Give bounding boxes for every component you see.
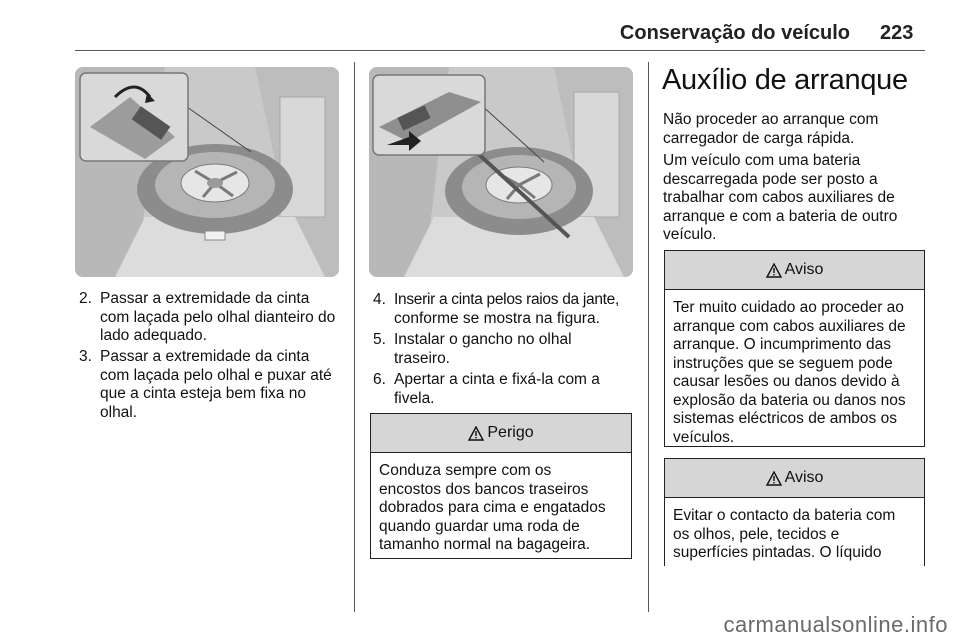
step-text-line: Inserir a cinta pelos raios da jante, [394,291,619,308]
warning-text-line: causar lesões ou danos devido à [673,373,900,390]
danger-box-title: Perigo [487,424,534,441]
paragraph-line: Um veículo com uma bateria [663,152,861,169]
paragraph-line: arranque e com a bateria de outro [663,207,898,225]
paragraph-2 [663,152,933,245]
page-number: 223 [880,22,914,44]
step-number: 3. [79,348,92,365]
spare-wheel-figure-2 [369,67,633,277]
warning-triangle-icon [766,263,782,278]
step-number: 4. [373,291,386,308]
step-text-line: lado adequado. [100,327,207,344]
warning-box-2 [664,458,925,566]
step-text-line: Apertar a cinta e fixá-la com a [394,371,600,388]
watermark: carmanualsonline.info [723,612,948,637]
section-title: Auxílio de arranque [662,64,908,96]
paragraph-line: carregador de carga rápida. [663,129,855,147]
warning-box-body [665,290,924,447]
warning-triangle-icon [468,426,484,441]
warning-box-title: Aviso [784,469,824,486]
danger-text-line: quando guardar uma roda de [379,517,580,535]
danger-box-body [371,453,631,555]
step-text-line: traseiro. [394,349,450,367]
column-divider-1 [354,62,355,612]
step-text-line: Passar a extremidade da cinta [100,348,310,365]
paragraph-line: Não proceder ao arranque com [663,111,879,128]
step-text-line: Instalar o gancho no olhal [394,331,572,348]
warning-text-line: instruções que se seguem pode [673,354,893,372]
step-number: 6. [373,371,386,388]
warning-text-line: os olhos, pele, tecidos e [673,525,840,543]
step-number: 2. [79,290,92,307]
step-4 [373,291,645,328]
step-2 [79,290,351,346]
warning-box-1 [664,250,925,447]
paragraph-line: trabalhar com cabos auxiliares de [663,189,895,206]
paragraph-1 [663,111,933,148]
warning-triangle-icon [766,471,782,486]
step-text-line: conforme se mostra na figura. [394,309,600,327]
danger-box-header [371,414,631,453]
page-header-title: Conservação do veículo [619,22,850,44]
warning-text-line: superfícies pintadas. O líquido [673,544,882,561]
warning-text-line: Evitar o contacto da bateria com [673,507,896,524]
danger-text-line: dobrados para cima e engatados [379,499,606,516]
warning-text-line: arranque com cabos auxiliares de [673,317,906,335]
column-divider-2 [648,62,649,612]
warning-text-line: veículos. [673,428,735,446]
step-text-line: que a cinta esteja bem fixa no [100,385,306,402]
step-text-line: fivela. [394,389,435,407]
step-text-line: olhal. [100,403,138,421]
step-5 [373,331,645,368]
warning-text-line: explosão da bateria ou danos nos [673,391,906,409]
danger-text-line: Conduza sempre com os [379,462,552,479]
warning-text-line: sistemas eléctricos de ambos os [673,410,897,427]
warning-box-header [665,251,924,290]
paragraph-line: descarregada pode ser posto a [663,170,878,188]
step-6 [373,371,645,408]
danger-text-line: encostos dos bancos traseiros [379,480,589,498]
header-rule [75,50,925,51]
warning-text-line: arranque. O incumprimento das [673,336,891,353]
step-text-line: com laçada pelo olhal e puxar até [100,366,332,384]
warning-box-title: Aviso [784,261,824,278]
warning-box-header [665,459,924,498]
step-3 [79,348,351,422]
danger-text-line: tamanho normal na bagageira. [379,536,591,553]
spare-wheel-figure-1 [75,67,339,277]
step-text-line: Passar a extremidade da cinta [100,290,310,307]
danger-box [370,413,632,559]
warning-text-line: Ter muito cuidado ao proceder ao [673,299,904,316]
paragraph-line: veículo. [663,226,717,243]
step-number: 5. [373,331,386,348]
warning-box-body [665,498,924,563]
step-text-line: com laçada pelo olhal dianteiro do [100,308,336,326]
